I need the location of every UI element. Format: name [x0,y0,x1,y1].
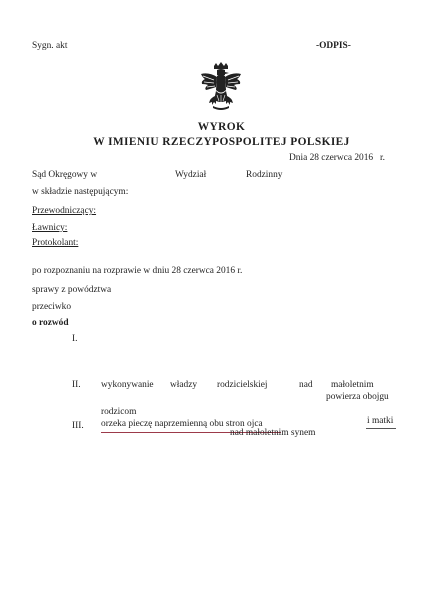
point-1-numeral: I. [72,334,78,344]
subject-line: o rozwód [32,318,69,328]
document-subtitle: W IMIENIU RZECZYPOSPOLITEJ POLSKIEJ [93,136,350,148]
case-from-line: sprawy z powództwa [32,285,112,295]
composition-label: w składzie następującym: [32,187,129,197]
point-3-line-1-end: i matki [367,416,394,426]
document-title: WYROK [197,121,246,133]
point-2-word: wykonywanie [101,380,154,390]
point-2-word: władzy [170,380,198,390]
copy-mark: -ODPIS- [316,41,351,51]
chair-label: Przewodniczący: [32,206,97,216]
polish-eagle-emblem-icon [199,62,243,114]
against-line: przeciwko [32,302,72,312]
jurors-label: Ławnicy: [32,223,68,233]
point-3-numeral: III. [72,421,84,431]
point-2-numeral: II. [72,380,81,390]
verdict-date-suffix: r. [380,153,385,163]
department-value: Rodzinny [246,170,283,180]
point-2-word: nad [299,380,313,390]
point-2-word: małoletnim [331,380,374,390]
point-2-line-3: rodzicom [101,407,137,417]
clerk-label: Protokolant: [32,238,79,248]
point-2-line-1 [101,380,396,391]
point-3-line-1: orzeka pieczę naprzemienną obu stron ojca [101,419,263,429]
point-3-end-underline [366,428,396,429]
point-2-line-2: powierza obojgu [326,392,389,402]
point-3-line-2: nad małoletnim synem [230,428,316,438]
court-label: Sąd Okręgowy w [32,170,98,180]
case-number-label: Sygn. akt [32,41,68,51]
point-2-word: rodzicielskiej [217,380,268,390]
verdict-date: Dnia 28 czerwca 2016 [289,153,374,163]
hearing-line: po rozpoznaniu na rozprawie w dniu 28 czerwca 2016 r. [32,266,243,276]
department-label: Wydział [175,170,207,180]
